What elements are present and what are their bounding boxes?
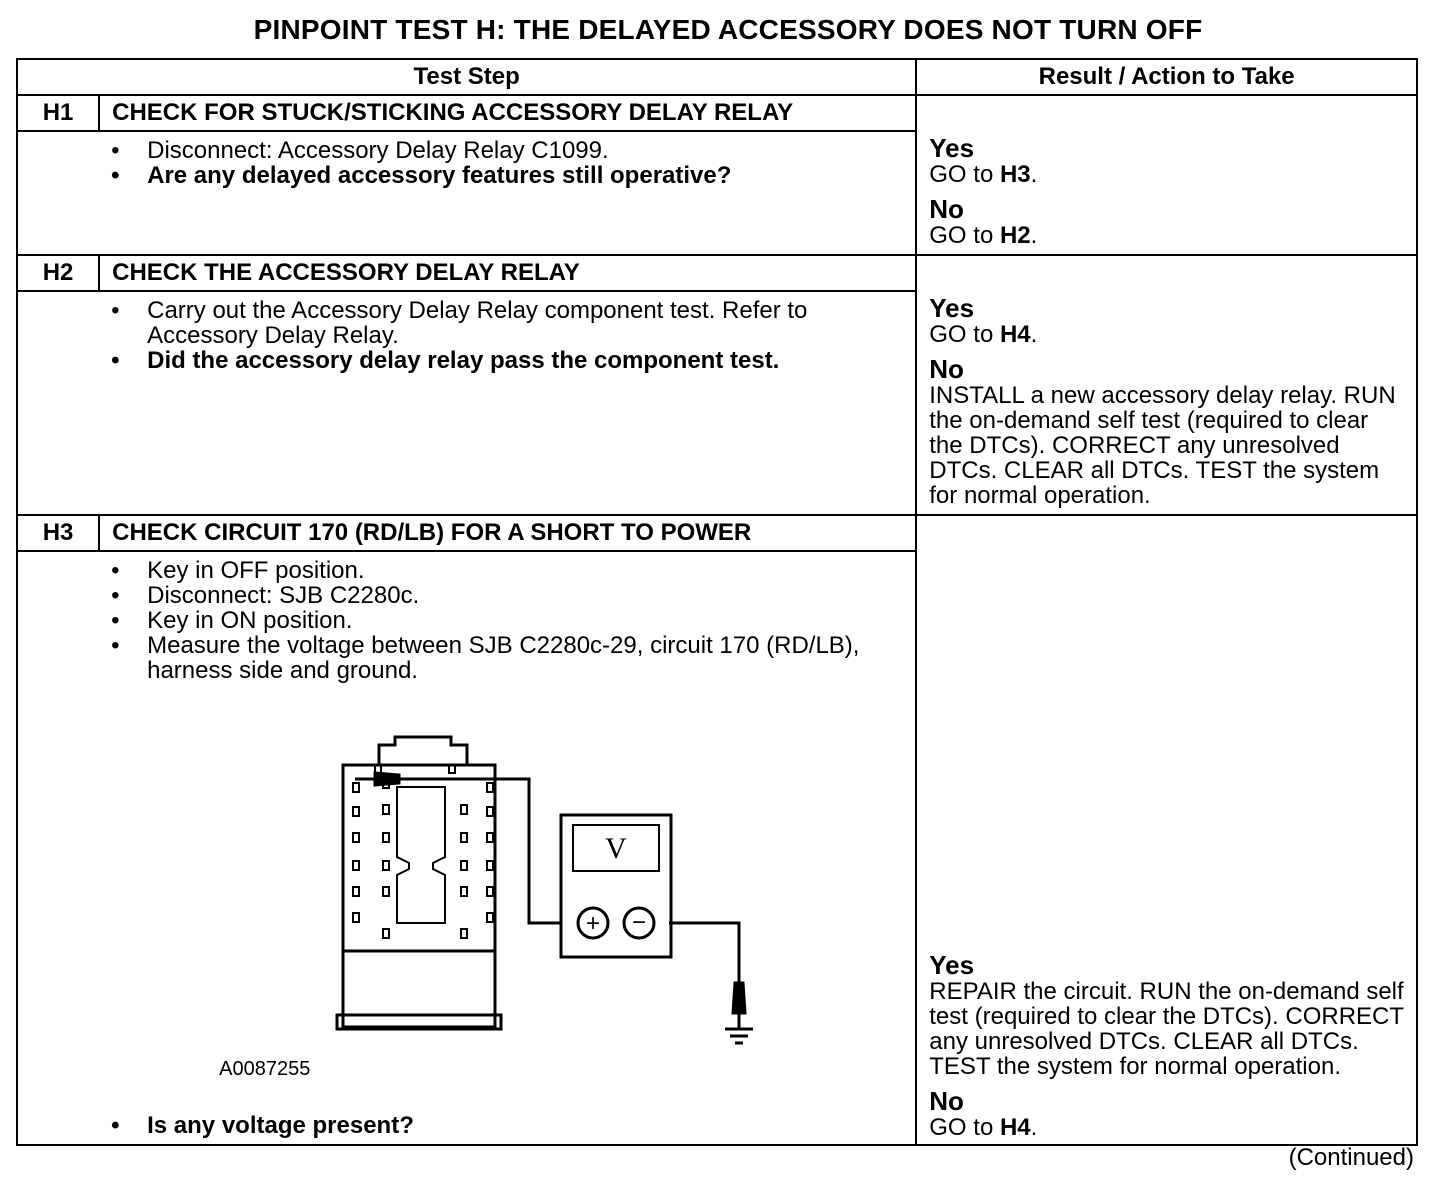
continued-label: (Continued) [1288,1144,1414,1171]
list-item: • Disconnect: Accessory Delay Relay C1099. [99,138,915,163]
minus-symbol: − [632,909,647,936]
table-header-row [17,59,1417,95]
step-id: H3 [17,515,99,551]
yes-label: Yes [929,133,975,163]
no-label: No [929,194,964,224]
step-heading: CHECK CIRCUIT 170 (RD/LB) FOR A SHORT TO POWER [99,515,916,551]
step-question: • Are any delayed accessory features still operative? [99,163,915,188]
step-heading: CHECK FOR STUCK/STICKING ACCESSORY DELAY RELAY [99,95,916,131]
step-h2-heading-row [17,255,1417,291]
step-h2-body [99,291,916,515]
no-label: No [929,354,964,384]
list-item: • Key in ON position. [99,608,915,633]
yes-action: GO to H4. [929,321,1038,348]
voltage-measurement-figure [99,683,915,1113]
positive-lead [399,779,561,923]
result-action-header: Result / Action to Take [916,59,1417,95]
pinpoint-test-table [16,58,1418,1146]
step-heading: CHECK THE ACCESSORY DELAY RELAY [99,255,916,291]
volt-symbol: V [605,832,627,865]
step-h3-result [916,515,1417,1145]
negative-lead [669,923,739,983]
step-h1-heading-row [17,95,1417,131]
no-action: INSTALL a new accessory delay relay. RUN the on-demand self test (required to clear the DTCs). CORRECT any unresolved DTCs. CLEAR all DTCs. TEST the system for normal operation. [929,382,1396,509]
list-item: • Measure the voltage between SJB C2280c-29, circuit 170 (RD/LB), harness side and ground. [99,633,915,683]
no-label: No [929,1086,964,1116]
step-h1-result [916,95,1417,255]
list-item: • Carry out the Accessory Delay Relay component test. Refer to Accessory Delay Relay. [99,298,915,348]
step-question: • Is any voltage present? [99,1113,915,1138]
step-h2-result [916,255,1417,515]
step-h3-heading-row [17,515,1417,551]
list-item: • Key in OFF position. [99,558,915,583]
yes-action: GO to H3. [929,161,1038,188]
list-item: • Disconnect: SJB C2280c. [99,583,915,608]
connector-body [343,765,495,1027]
page-title: PINPOINT TEST H: THE DELAYED ACCESSORY DOES NOT TURN OFF [253,14,1203,45]
step-id: H2 [17,255,99,291]
step-question: • Did the accessory delay relay pass the component test. [99,348,915,373]
no-action: GO to H2. [929,222,1038,249]
connector-tab [379,737,467,765]
no-action: GO to H4. [929,1114,1038,1141]
plus-symbol: + [586,910,601,937]
step-h1-body [99,131,916,255]
step-h3-body [99,551,916,1145]
yes-label: Yes [929,293,975,323]
test-step-header: Test Step [17,59,916,95]
step-id: H1 [17,95,99,131]
yes-action: REPAIR the circuit. RUN the on-demand self test (required to clear the DTCs). CORRECT any unresolved DTCs. CLEAR all DTCs. TEST the system for normal operation. [929,978,1404,1080]
figure-id: A0087255 [219,1058,311,1080]
yes-label: Yes [929,950,975,980]
connector-voltmeter-diagram [99,683,915,1103]
